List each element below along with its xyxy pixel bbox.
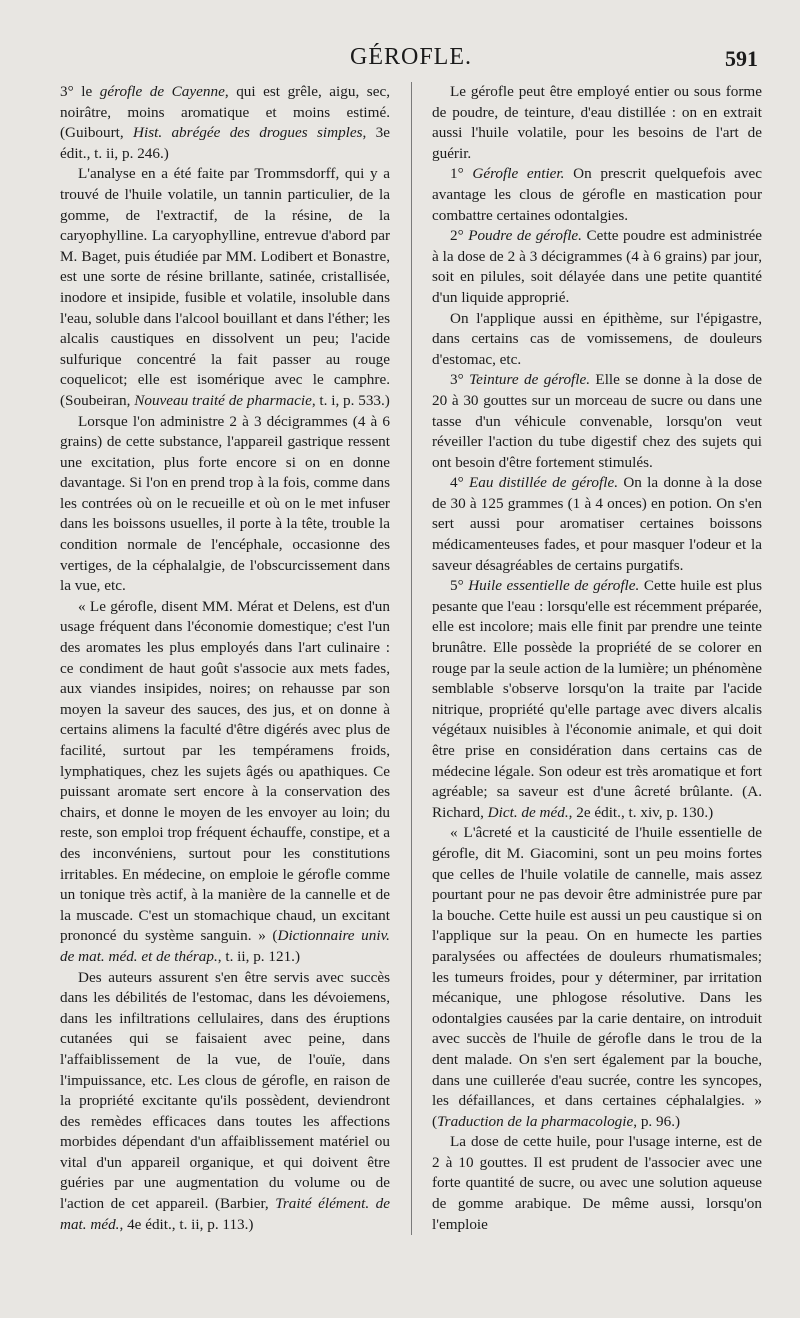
paragraph: Des auteurs assurent s'en être servis avec succès dans les débilités de l'estomac, dans les dévoiemens, dans les infiltrations cellulaires, dans des éruptions cutanées qui se faisaient avec peine, dans l'affaiblissement de la vue, de l'ouïe, dans l'impuissance, etc. Les clous de gérofle, en raison de la propriété excitante qu'ils possèdent, deviendront des remèdes efficaces dans toutes les affections morbides dépendant d'un affaiblissement matériel ou vital d'un appareil organique, et qui doivent être guéries par une augmentation du volume ou de l'action de cet appareil. (Barbier, Traité élément. de mat. méd., 4e édit., t. ii, p. 113.) [60,968,391,1233]
paragraph: Le gérofle peut être employé entier ou sous forme de poudre, de teinture, d'eau distillée : on en extrait aussi l'huile volatile, pour les besoins de l'art de guérir. [432,83,762,162]
page-number: 591 [725,46,758,71]
left-column [60,82,390,1235]
column-divider [411,82,412,1235]
text-columns [60,82,762,1235]
paragraph: 5° Huile essentielle de gérofle. Cette huile est plus pesante que l'eau : lorsqu'elle est récemment préparée, elle est incolore; mais elle finit par prendre une teinte brunâtre. Elle possède la propriété de se colorer en rouge par la seule action de la lumière; un phénomène semblable s'observe lorsqu'on la traite par l'acide nitrique, propriété qu'elle partage avec divers alcalis végétaux nuisibles à l'économie animale, et qui doit être prise en considération dans certains cas de médecine légale. Son odeur est très aromatique et fort agréable; sa saveur est d'une âcreté brûlante. (A. Richard, Dict. de méd., 2e édit., t. xiv, p. 130.) [432,577,762,821]
running-head [60,44,762,80]
paragraph: L'analyse en a été faite par Trommsdorff, qui y a trouvé de l'huile volatile, un tannin particulier, de la gomme, de l'extractif, de la résine, de la caryophylline. La caryophylline, entrevue d'abord par M. Baget, puis étudiée par MM. Lodibert et Bonastre, est une sorte de résine brillante, satinée, cristallisée, inodore et insipide, fusible et volatile, insoluble dans l'eau, soluble dans l'alcool bouillant et dans l'éther; les alcalis caustiques en dissolvent un peu; l'acide sulfurique concentré la fait passer au rouge coquelicot; elle est isomérique avec le camphre. (Soubeiran, Nouveau traité de pharmacie, t. i, p. 533.) [60,165,390,409]
paragraph: 2° Poudre de gérofle. Cette poudre est administrée à la dose de 2 à 3 décigrammes (4 à 6 grains) par jour, soit en pilules, soit délayée dans une petite quantité d'un liquide approprié. [432,227,762,306]
paragraph: « L'âcreté et la causticité de l'huile essentielle de gérofle, dit M. Giacomini, sont un peu moins fortes que celles de l'huile volatile de cannelle, mais assez pourtant pour ne pas devoir être administrée pure par la bouche. Cette huile est aussi un peu caustique si on l'applique sur la peau. On en humecte les parties paralysées ou affectées de douleurs rhumatismales; les tumeurs froides, pour y déterminer, par irritation mécanique, une phlogose résolutive. Dans les odontalgies causées par la carie dentaire, on introduit avec succès de l'huile de gérofle dans le trou de la dent malade. On s'en sert également par la bouche, dans une cuillerée d'eau sucrée, contre les syncopes, les défaillances, et dans certaines céphalalgies. » (Traduction de la pharmacologie, p. 96.) [432,824,762,1130]
paragraph: Lorsque l'on administre 2 à 3 décigrammes (4 à 6 grains) de cette substance, l'appareil gastrique ressent une excitation, plus forte encore si on en donne davantage. Si l'on en prend trop à la fois, comme dans les contrées où on le recueille et où on le met infuser dans les boissons usuelles, il porte à la tête, trouble la condition normale de l'encéphale, occasionne des vertiges, de la céphalalgie, de l'obscurcissement dans la vue, etc. [60,412,390,595]
paragraph: 3° le gérofle de Cayenne, qui est grêle, aigu, sec, noirâtre, moins aromatique et moins estimé. (Guibourt, Hist. abrégée des drogues simples, 3e édit., t. ii, p. 246.) [60,83,391,162]
page-title: GÉROFLE. [350,44,472,70]
paragraph: 3° Teinture de gérofle. Elle se donne à la dose de 20 à 30 gouttes sur un morceau de sucre ou dans une tasse d'un véhicule convenable, lorsqu'on veut réveiller l'action du tube digestif chez des sujets qui ont besoin d'être fortement stimulés. [432,371,763,471]
paragraph: 4° Eau distillée de gérofle. On la donne à la dose de 30 à 125 grammes (1 à 4 onces) en potion. On s'en sert aussi pour aromatiser certaines boissons médicamenteuses fades, et pour masquer l'odeur et la saveur désagréables de certains purgatifs. [432,474,762,574]
paragraph: On l'applique aussi en épithème, sur l'épigastre, dans certains cas de vomissemens, de douleurs d'estomac, etc. [432,309,762,368]
paragraph: 1° Gérofle entier. On prescrit quelquefois avec avantage les clous de gérofle en mastication pour combattre certaines odontalgies. [432,165,762,224]
right-column [432,82,762,1235]
paragraph: « Le gérofle, disent MM. Mérat et Delens, est d'un usage fréquent dans l'économie domestique; c'est l'un des aromates les plus employés dans l'art culinaire : ce condiment de haut goût s'associe aux mets fades, aux viandes insipides, noires; on rehausse par son moyen la saveur des sauces, des jus, et on donne à certains alimens la faculté d'être digérés avec plus de facilité, surtout par les tempéramens froids, lymphatiques, chez les sujets âgés ou apathiques. Ce puissant aromate sert encore à la conservation des chairs, et donne le moyen de les envoyer au loin; du reste, son emploi trop fréquent échauffe, constipe, et a des inconvéniens, surtout pour les constitutions irritables. En médecine, on emploie le gérofle comme un tonique très actif, à la manière de la cannelle et de la muscade. C'est un stomachique chaud, un excitant prononcé du système sanguin. » (Dictionnaire univ. de mat. méd. et de thérap., t. ii, p. 121.) [60,597,390,965]
paragraph: La dose de cette huile, pour l'usage interne, est de 2 à 10 gouttes. Il est prudent de l'associer avec une forte quantité de sucre, ou avec une solution aqueuse de gomme arabique. De même aussi, lorsqu'on l'emploie [432,1133,762,1233]
